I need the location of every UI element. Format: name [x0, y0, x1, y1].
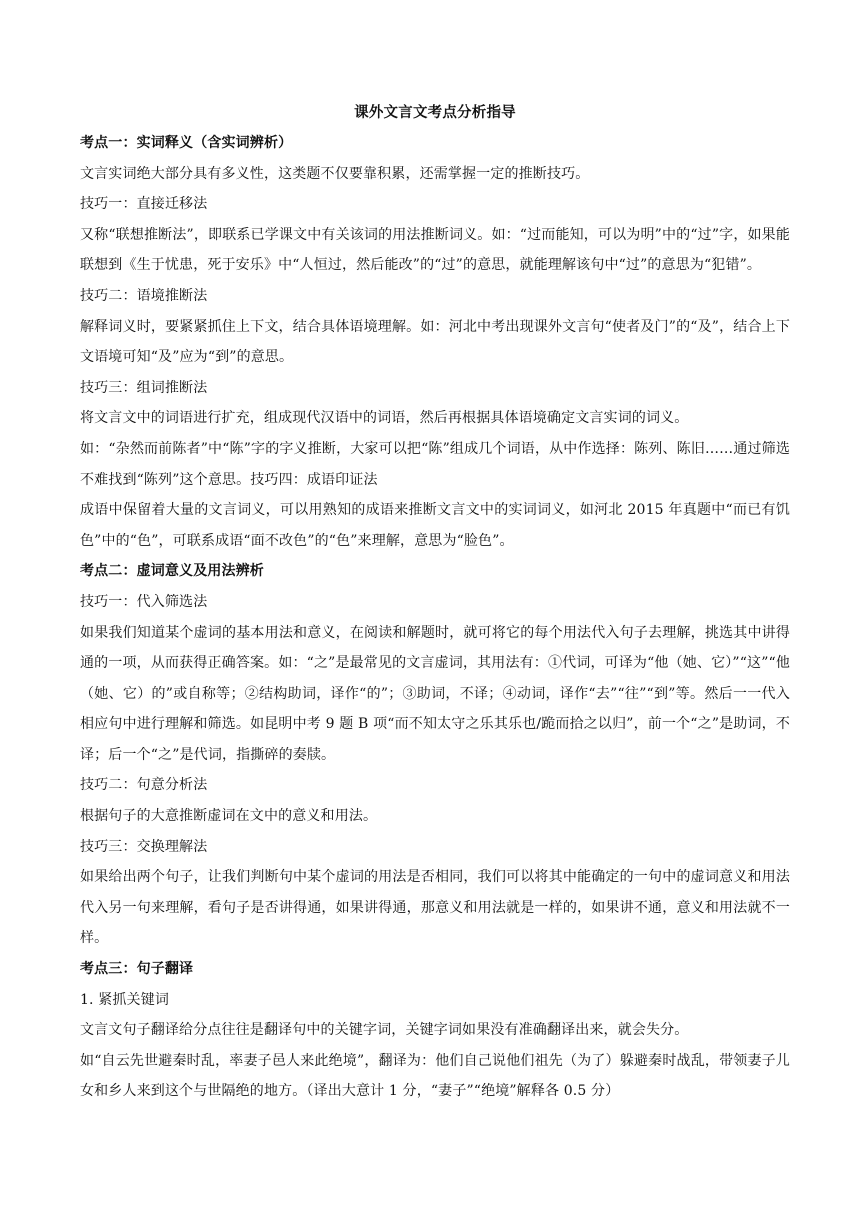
section-heading-1: 考点一：实词释义（含实词辨析） — [80, 135, 293, 151]
section-heading-3: 考点三：句子翻译 — [80, 961, 194, 978]
paragraph: 如果我们知道某个虚词的基本用法和意义，在阅读和解题时，就可将它的每个用法代入句子去理解，挑选其中讲得通的一项，从而获得正确答案。如：“之”是最常见的文言虚词，其用法有：①代词，可译为“他（她、它）”“这”“他（她、它）的”或自称等；②结构助词，译作“的”；③助词，不译；④动词，译作“去”“往”“到”等。然后一一代入相应句中进行理解和筛选。如昆明中考 9 题 B 项“而不知太守之乐其乐也/跪而拾之以归”，前一个“之”是助词，不译；后一个“之”是代词，指撕碎的奏牍。 — [80, 624, 790, 763]
technique-label: 1. 紧抓关键词 — [80, 991, 170, 1008]
section-heading-2: 考点二：虚词意义及用法辨析 — [80, 563, 264, 580]
technique-label: 技巧三：组词推断法 — [80, 379, 208, 396]
document-title: 课外文言文考点分析指导 — [354, 104, 516, 121]
paragraph: 成语中保留着大量的文言词义，可以用熟知的成语来推断文言文中的实词词义，如河北 2015 年真题中“而已有饥色”中的“色”，可联系成语“面不改色”的“色”来理解，意思为“脸色”。 — [80, 502, 790, 549]
technique-label: 技巧二：语境推断法 — [80, 287, 208, 304]
paragraph: 文言文句子翻译给分点往往是翻译句中的关键字词，关键字词如果没有准确翻译出来，就会失分。 — [80, 1022, 689, 1039]
paragraph: 文言实词绝大部分具有多义性，这类题不仅要靠积累，还需掌握一定的推断技巧。 — [80, 165, 590, 182]
paragraph: 如果给出两个句子，让我们判断句中某个虚词的用法是否相同，我们可以将其中能确定的一句中的虚词意义和用法代入另一句来理解，看句子是否讲得通，如果讲得通，那意义和用法就是一样的，如果讲不通，意义和用法就不一样。 — [80, 869, 790, 947]
paragraph: 将文言文中的词语进行扩充，组成现代汉语中的词语，然后再根据具体语境确定文言实词的词义。 — [80, 410, 689, 427]
technique-label: 技巧三：交换理解法 — [80, 838, 208, 855]
technique-label: 技巧二：句意分析法 — [80, 777, 208, 794]
document-page — [80, 98, 790, 1107]
paragraph: 解释词义时，要紧紧抓住上下文，结合具体语境理解。如：河北中考出现课外文言句“使者及门”的“及”，结合上下文语境可知“及”应为“到”的意思。 — [80, 318, 790, 366]
technique-label: 技巧一：代入筛选法 — [80, 593, 208, 610]
paragraph: 如：“杂然而前陈者”中“陈”字的字义推断，大家可以把“陈”组成几个词语，从中作选择：陈列、陈旧……通过筛选不难找到“陈列”这个意思。技巧四：成语印证法 — [80, 440, 790, 488]
paragraph: 又称“联想推断法”，即联系已学课文中有关该词的用法推断词义。如：“过而能知，可以为明”中的“过”字，如果能联想到《生于忧患，死于安乐》中“人恒过，然后能改”的“过”的意思，就能理解该句中“过”的意思为“犯错”。 — [80, 226, 790, 274]
paragraph: 如“自云先世避秦时乱，率妻子邑人来此绝境”，翻译为：他们自己说他们祖先（为了）躲避秦时战乱，带领妻子儿女和乡人来到这个与世隔绝的地方。（译出大意计 1 分，“妻子”“绝境”解释各 0.5 分） — [80, 1052, 790, 1100]
technique-label: 技巧一：直接迁移法 — [80, 196, 208, 213]
paragraph: 根据句子的大意推断虚词在文中的意义和用法。 — [80, 808, 378, 825]
